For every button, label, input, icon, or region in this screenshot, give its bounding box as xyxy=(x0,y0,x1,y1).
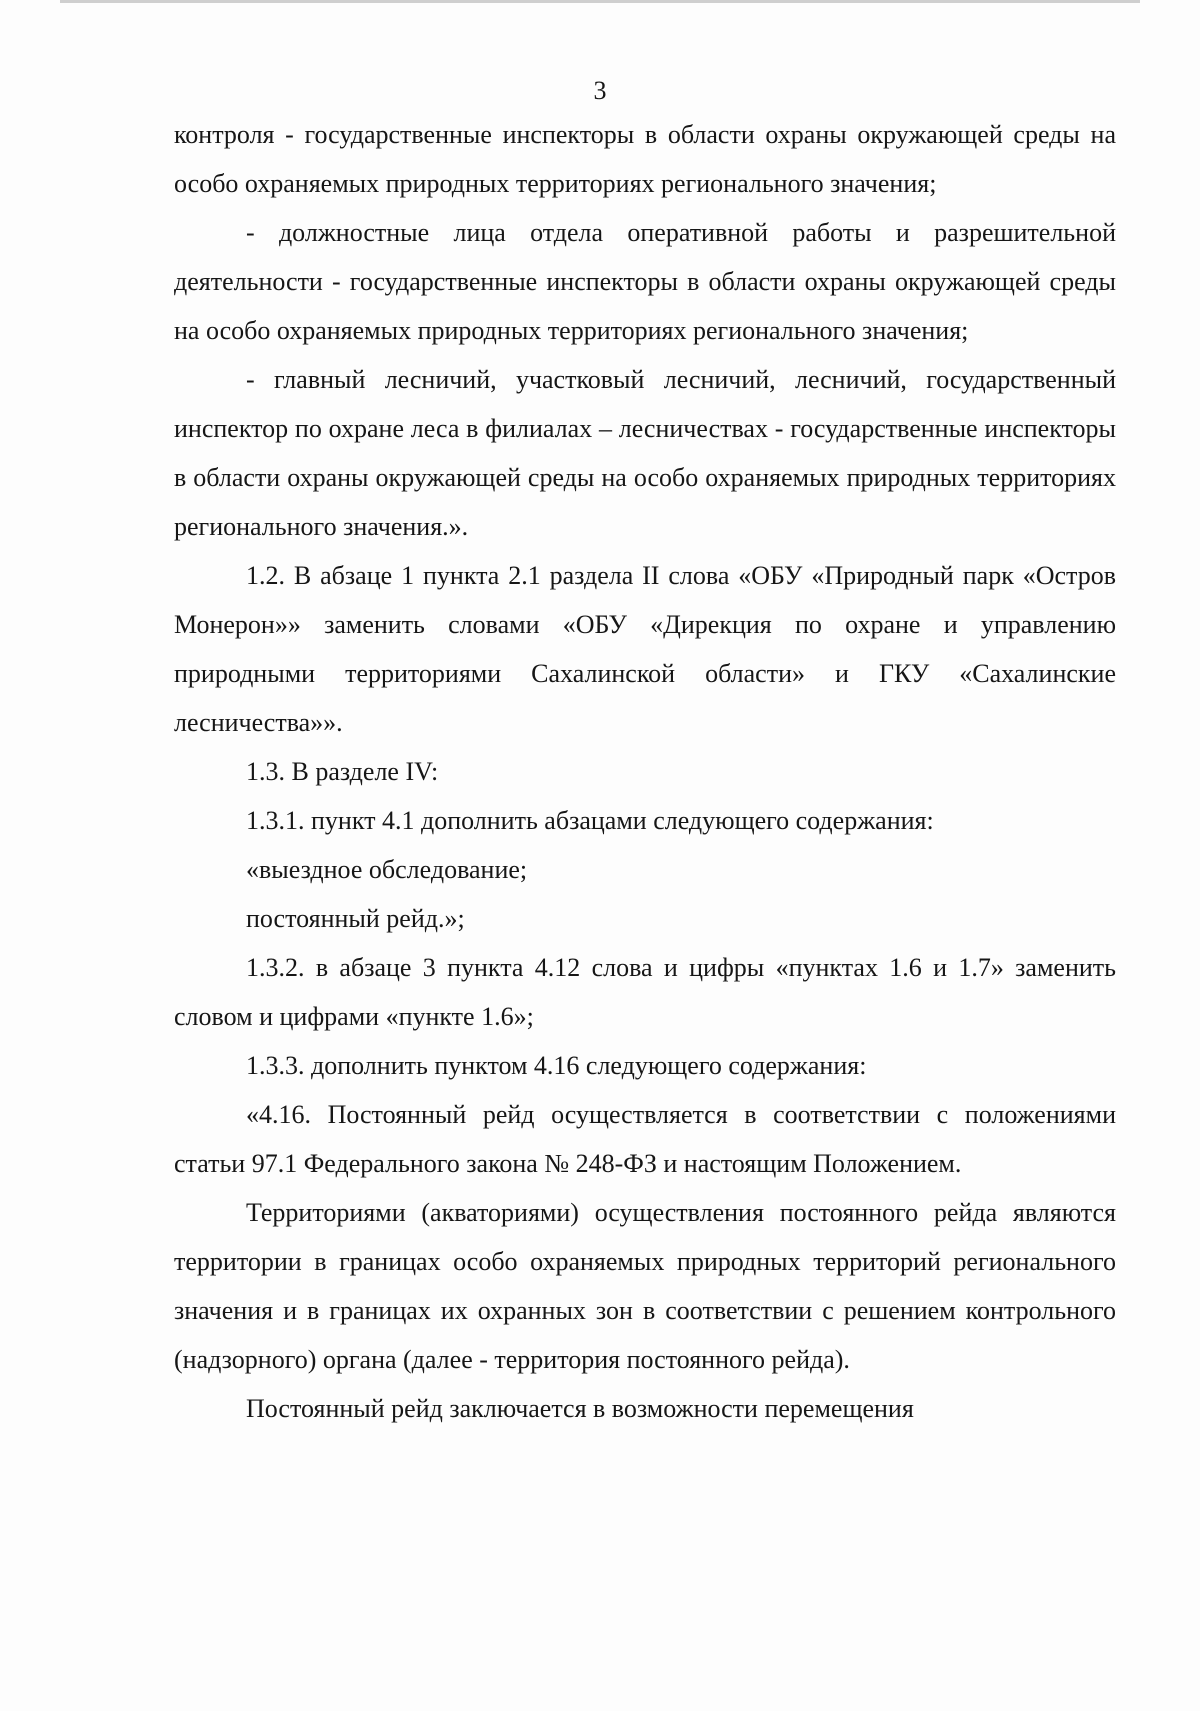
paragraph-raid-definition: Постоянный рейд заключается в возможности перемещения xyxy=(246,1394,914,1423)
paragraph-quote-field-inspection: «выездное обследование; xyxy=(246,855,528,884)
paragraph-section-1-3-3: 1.3.3. дополнить пунктом 4.16 следующего содержания: xyxy=(246,1051,867,1080)
paragraph-section-1-3-1: 1.3.1. пункт 4.1 дополнить абзацами следующего содержания: xyxy=(246,806,934,835)
paragraph-quote-permanent-raid: постоянный рейд.»; xyxy=(246,904,465,933)
paragraph-section-1-2: 1.2. В абзаце 1 пункта 2.1 раздела II слова «ОБУ «Природный парк «Остров Монерон»» заменить словами «ОБУ «Дирекция по охране и управлению природными территориями Сахалинской области» и ГКУ «Сахалинские лесничества»». xyxy=(174,561,1116,737)
paragraph-list-item-foresters: - главный лесничий, участковый лесничий, лесничий, государственный инспектор по охране леса в филиалах – лесничествах - государственные инспекторы в области охраны окружающей среды на особо охраняемых природных территориях регионального значения.». xyxy=(174,365,1116,541)
paragraph-raid-territories: Территориями (акваториями) осуществления постоянного рейда являются территории в границах особо охраняемых природных территорий регионального значения и в границах их охранных зон в соответствии с решением контрольного (надзорного) органа (далее - территория постоянного рейда). xyxy=(174,1198,1116,1374)
paragraph-item-4-16: «4.16. Постоянный рейд осуществляется в соответствии с положениями статьи 97.1 Федерального закона № 248-ФЗ и настоящим Положением. xyxy=(174,1100,1116,1178)
document-body xyxy=(174,110,1116,1433)
paragraph-list-item-operational-dept: - должностные лица отдела оперативной работы и разрешительной деятельности - государственные инспекторы в области охраны окружающей среды на особо охраняемых природных территориях регионального значения; xyxy=(174,218,1116,345)
paragraph-section-1-3-2: 1.3.2. в абзаце 3 пункта 4.12 слова и цифры «пунктах 1.6 и 1.7» заменить словом и цифрами «пункте 1.6»; xyxy=(174,953,1116,1031)
page-number: 3 xyxy=(593,76,607,105)
top-edge-rule xyxy=(60,0,1140,3)
paragraph-section-1-3: 1.3. В разделе IV: xyxy=(246,757,439,786)
paragraph-continuation: контроля - государственные инспекторы в области охраны окружающей среды на особо охраняемых природных территориях регионального значения; xyxy=(174,120,1116,198)
